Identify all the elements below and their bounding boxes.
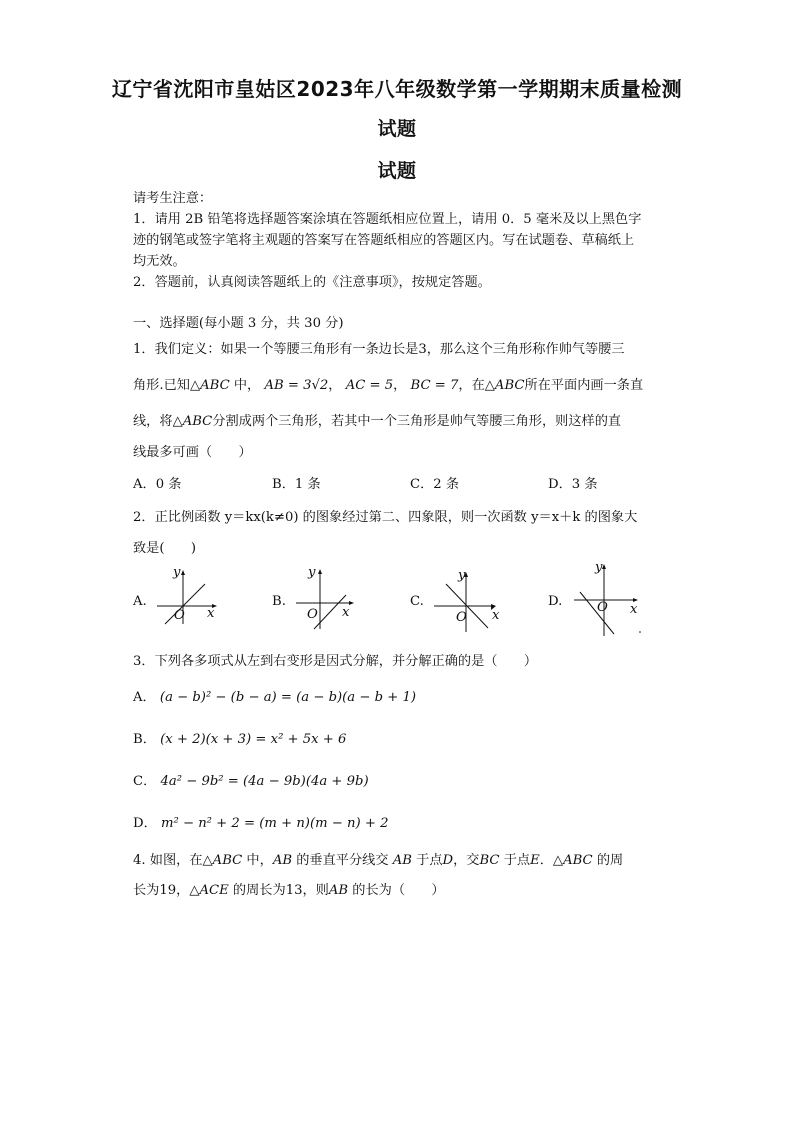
q4-text: ． xyxy=(539,853,553,868)
q1-text: 角形.已知 xyxy=(133,378,190,393)
q3-option-a-label: A． xyxy=(133,690,156,705)
q1-option-c[interactable]: C．2 条 xyxy=(410,477,460,492)
q2-graph-b[interactable] xyxy=(292,565,362,633)
q1-abc: ABC xyxy=(182,414,213,429)
q4-segment-ab: AB xyxy=(328,883,349,898)
q4-segment-bc: BC xyxy=(479,853,500,868)
q1-text: 所在平面内画一条直 xyxy=(524,378,644,393)
q1-triangle-symbol: △ xyxy=(189,378,201,393)
graph-c-y-label: y xyxy=(458,568,466,583)
q1-line1: 1．我们定义：如果一个等腰三角形有一条边长是3，那么这个三角形称作帅气等腰三 xyxy=(133,342,625,357)
q3-option-c[interactable] xyxy=(133,770,369,789)
q1-bc-equation: BC = 7 xyxy=(410,378,459,393)
q4-text: 的周长为 xyxy=(228,883,286,898)
graph-d-origin-label: O xyxy=(597,600,608,615)
q2-graph-d[interactable] xyxy=(570,560,646,638)
graph-b-y-label: y xyxy=(308,565,316,580)
q3-option-d-label: D． xyxy=(133,816,157,831)
notice-item1-line1: 1．请用 2B 铅笔将选择题答案涂填在答题纸相应位置上，请用 0．5 毫米及以上黑色字 xyxy=(133,212,642,227)
q4-segment-ab: AB xyxy=(392,853,412,868)
q4-text: 的长为（ ） xyxy=(348,883,445,898)
q4-text: ，交 xyxy=(453,853,480,868)
q1-option-a[interactable]: A．0 条 xyxy=(133,477,182,492)
graph-b-x-label: x xyxy=(342,605,350,620)
q4-line2 xyxy=(133,879,445,898)
q4-text: 4. 如图，在 xyxy=(133,853,203,868)
q1-text: 线，将 xyxy=(133,414,173,429)
q3-option-c-label: C． xyxy=(133,774,157,789)
section-heading: 一、选择题(每小题 3 分，共 30 分) xyxy=(133,316,344,331)
q3-option-b-label: B． xyxy=(133,732,156,747)
q4-line1 xyxy=(133,849,623,868)
notice-item1-line3: 均无效。 xyxy=(133,254,186,269)
q4-text: 的周 xyxy=(592,853,624,868)
graph-a-y-label: y xyxy=(173,565,181,580)
q4-text: ，则 xyxy=(302,883,329,898)
q4-perimeter-ace: 13 xyxy=(285,883,303,898)
q4-text: 的垂直平分线交 xyxy=(292,853,393,868)
graph-d-x-label: x xyxy=(630,602,638,617)
q4-point-d: D xyxy=(442,853,454,868)
q3-stem: 3．下列各多项式从左到右变形是因式分解，并分解正确的是（ ） xyxy=(133,654,538,669)
q3-option-d[interactable] xyxy=(133,812,389,831)
q1-text: 分割成两个三角形，若其中一个三角形是帅气等腰三角形，则这样的直 xyxy=(212,414,622,429)
q2-line2: 致是( ) xyxy=(133,541,197,556)
q1-abc: ABC xyxy=(494,378,525,393)
q1-option-d[interactable]: D．3 条 xyxy=(548,477,598,492)
page-title: 辽宁省沈阳市皇姑区2023年八年级数学第一学期期末质量检测 xyxy=(111,77,683,101)
q4-text: 于点 xyxy=(411,853,443,868)
q2-line1: 2．正比例函数 y＝kx(k≠0) 的图象经过第二、四象限，则一次函数 y＝x＋k 的图象大 xyxy=(133,510,638,525)
q1-ac-equation: AC = 5 xyxy=(345,378,394,393)
q4-perimeter-abc: 19 xyxy=(159,883,177,898)
q1-triangle-symbol: △ xyxy=(172,414,183,429)
q3-option-c-expression: 4a² − 9b² = (4a − 9b)(4a + 9b) xyxy=(160,774,369,789)
graph-a-function-line xyxy=(165,584,205,624)
q4-text: 中， xyxy=(242,853,273,868)
q1-option-b[interactable]: B．1 条 xyxy=(272,477,321,492)
q2-option-d-label[interactable]: D. xyxy=(548,594,563,609)
page-subtitle-repeat: 试题 xyxy=(377,160,417,182)
graph-a-origin-label: O xyxy=(174,608,185,623)
q3-option-a[interactable] xyxy=(133,686,416,705)
q1-triangle-symbol: △ xyxy=(484,378,495,393)
q3-option-b-expression: (x + 2)(x + 3) = x² + 5x + 6 xyxy=(160,732,347,747)
q1-line3 xyxy=(133,410,621,429)
graph-c-x-label: x xyxy=(492,608,500,623)
graph-d-y-label: y xyxy=(595,560,603,575)
q2-option-c-label[interactable]: C. xyxy=(410,594,424,609)
q1-ab-equation: AB = 3√2 xyxy=(264,378,329,393)
graph-a-x-label: x xyxy=(207,606,215,621)
q4-triangle-ace: △ACE xyxy=(189,883,229,898)
q4-segment-ab: AB xyxy=(272,853,293,868)
q2-graph-c[interactable] xyxy=(430,568,502,634)
notice-item1-line2: 迹的钢笔或签字笔将主观题的答案写在答题纸相应的答题区内。写在试题卷、草稿纸上 xyxy=(133,233,635,248)
q1-line2: 角形.已知△ABC 中， AB = 3√2， AC = 5， BC = 7，在△ABC所在平面内画一条直 xyxy=(133,378,644,393)
graph-b-origin-label: O xyxy=(307,607,318,622)
graph-c-origin-label: O xyxy=(456,610,467,625)
q4-triangle-abc: △ABC xyxy=(202,853,243,868)
page-subtitle: 试题 xyxy=(377,118,417,140)
q4-text: 长为 xyxy=(133,883,160,898)
q1-text: 中， xyxy=(229,378,261,393)
q2-graph-a[interactable] xyxy=(153,566,223,628)
q2-option-a-label[interactable]: A. xyxy=(133,594,147,609)
q1-abc: ABC xyxy=(200,378,230,393)
q1-line4: 线最多可画（ ） xyxy=(133,445,252,460)
notice-heading: 请考生注意： xyxy=(133,191,213,206)
q4-triangle-abc: △ABC xyxy=(552,853,593,868)
graph-b-svg xyxy=(292,565,362,633)
graph-d-svg xyxy=(570,560,646,638)
q2-option-b-label[interactable]: B. xyxy=(272,594,286,609)
q1-text: ，在 xyxy=(458,378,485,393)
q3-option-b[interactable] xyxy=(133,728,346,747)
q4-text: 于点 xyxy=(499,853,531,868)
q3-option-d-expression: m² − n² + 2 = (m + n)(m − n) + 2 xyxy=(160,816,389,831)
q4-point-e: E xyxy=(530,853,540,868)
q3-option-a-expression: (a − b)² − (b − a) = (a − b)(a − b + 1) xyxy=(159,690,417,705)
notice-item2: 2．答题前，认真阅读答题纸上的《注意事项》，按规定答题。 xyxy=(133,275,491,290)
q4-text: ， xyxy=(176,883,190,898)
